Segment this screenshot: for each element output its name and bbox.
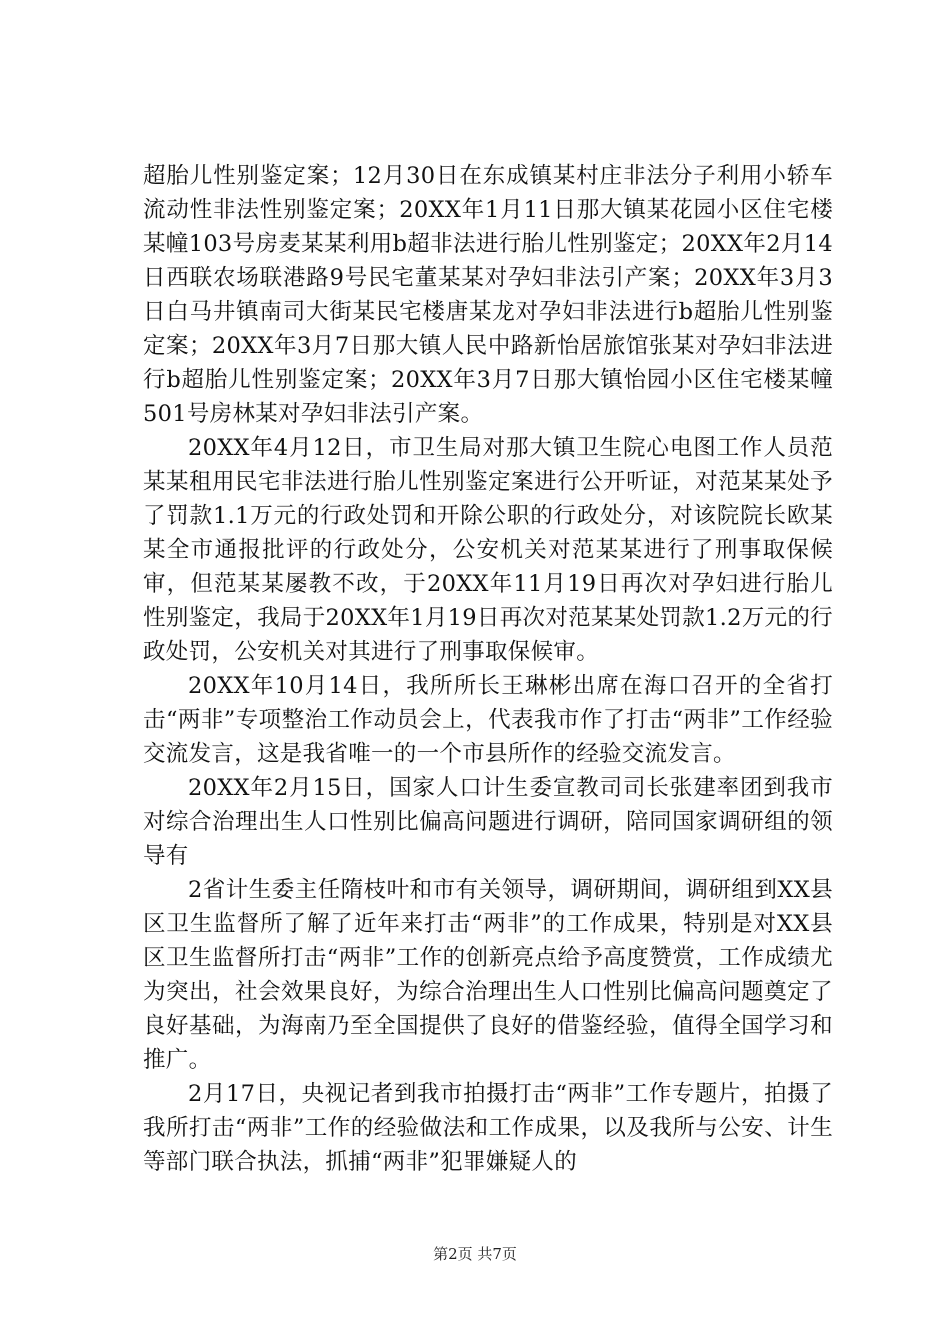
paragraph-2: 20XX年4月12日，市卫生局对那大镇卫生院心电图工作人员范某某租用民宅非法进行胎儿性别鉴定案进行公开听证，对范某某处予了罚款1.1万元的行政处罚和开除公职的行政处分，对该院院长欧某某全市通报批评的行政处分，公安机关对范某某进行了刑事取保候审，但范某某屡教不改，于20XX年11月19日再次对孕妇进行胎儿性别鉴定，我局于20XX年1月19日再次对范某某处罚款1.2万元的行政处罚，公安机关对其进行了刑事取保候审。 <box>143 435 833 665</box>
document-body <box>143 159 833 1179</box>
paragraph-3: 20XX年10月14日，我所所长王琳彬出席在海口召开的全省打击“两非”专项整治工作动员会上，代表我市作了打击“两非”工作经验交流发言，这是我省唯一的一个市县所作的经验交流发言。 <box>143 673 833 767</box>
paragraph-4: 20XX年2月15日，国家人口计生委宣教司司长张建率团到我市对综合治理出生人口性别比偏高问题进行调研，陪同国家调研组的领导有 <box>143 775 833 869</box>
paragraph-1: 超胎儿性别鉴定案；12月30日在东成镇某村庄非法分子利用小轿车流动性非法性别鉴定案；20XX年1月11日那大镇某花园小区住宅楼某幢103号房麦某某利用b超非法进行胎儿性别鉴定；20XX年2月14日西联农场联港路9号民宅董某某对孕妇非法引产案；20XX年3月3日白马井镇南司大街某民宅楼唐某龙对孕妇非法进行b超胎儿性别鉴定案；20XX年3月7日那大镇人民中路新怡居旅馆张某对孕妇非法进行b超胎儿性别鉴定案；20XX年3月7日那大镇怡园小区住宅楼某幢501号房林某对孕妇非法引产案。 <box>143 163 833 427</box>
paragraph-5: 2省计生委主任隋枝叶和市有关领导，调研期间，调研组到XX县区卫生监督所了解了近年来打击“两非”的工作成果，特别是对XX县区卫生监督所打击“两非”工作的创新亮点给予高度赞赏，工作成绩尤为突出，社会效果良好，为综合治理出生人口性别比偏高问题奠定了良好基础，为海南乃至全国提供了良好的借鉴经验，值得全国学习和推广。 <box>143 877 833 1073</box>
paragraph-6: 2月17日，央视记者到我市拍摄打击“两非”工作专题片，拍摄了我所打击“两非”工作的经验做法和工作成果，以及我所与公安、计生等部门联合执法，抓捕“两非”犯罪嫌疑人的 <box>143 1081 833 1175</box>
page-number-footer: 第2页 共7页 <box>433 1245 517 1263</box>
